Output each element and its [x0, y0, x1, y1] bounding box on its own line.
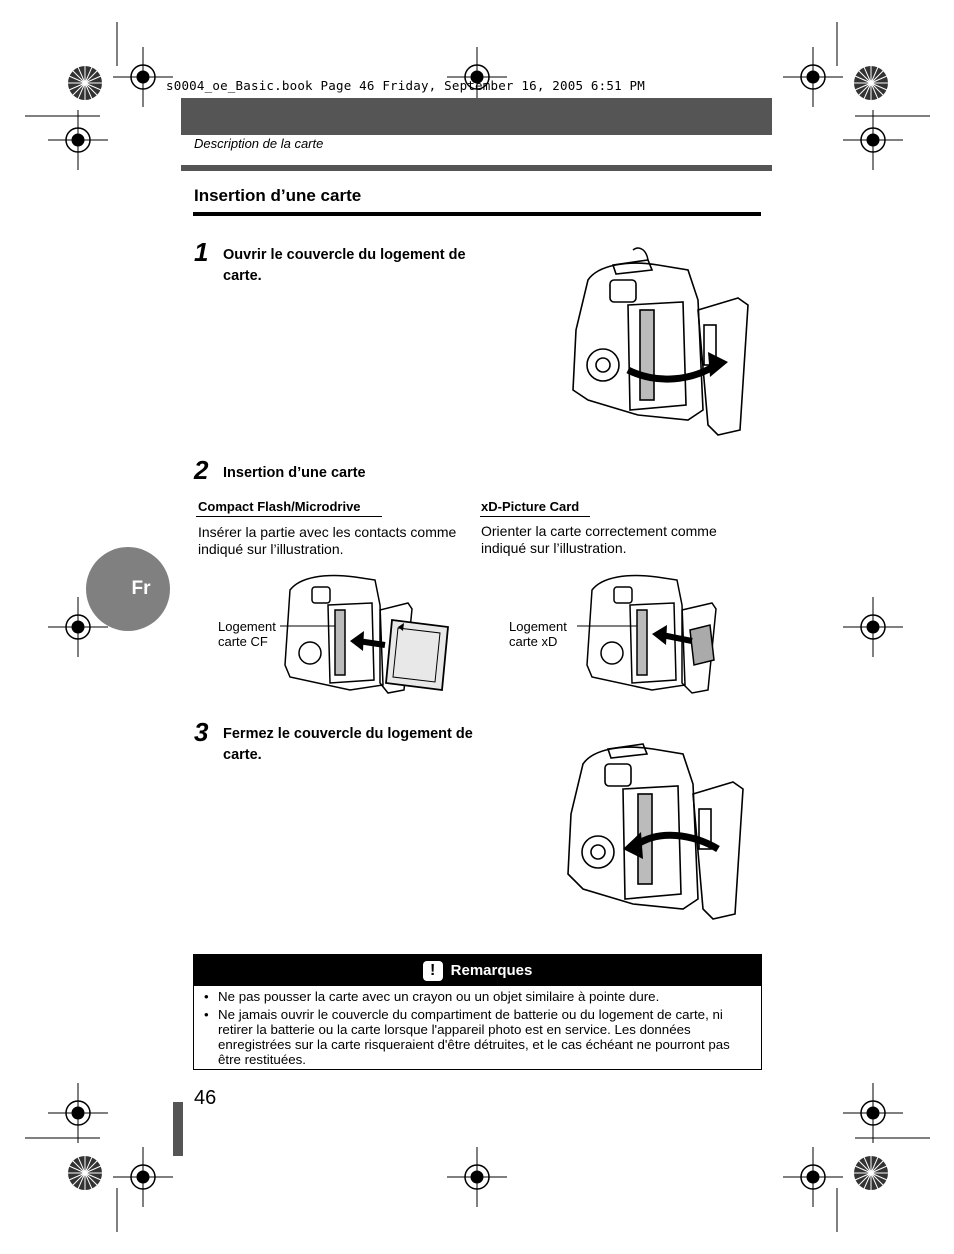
camera-open-cover-illustration	[568, 240, 758, 440]
starburst-target-top-left	[67, 65, 103, 101]
step-2-text: Insertion d’une carte	[223, 465, 366, 481]
cf-heading-underline	[196, 516, 382, 517]
registration-mark-bottom-center	[447, 1147, 507, 1207]
registration-mark-bottom-right	[783, 1147, 843, 1207]
xd-heading-underline	[480, 516, 590, 517]
registration-mark-upper-right	[843, 110, 903, 170]
xd-heading: xD-Picture Card	[481, 499, 580, 514]
section-label: Description de la carte	[194, 136, 324, 151]
registration-mark-top-left	[113, 47, 173, 107]
notes-list	[204, 987, 752, 1067]
xd-instruction: Orienter la carte correctement comme indiqué sur l’illustration.	[481, 523, 717, 556]
registration-mark-upper-left	[48, 110, 108, 170]
registration-mark-bottom-left	[113, 1147, 173, 1207]
header-bar	[181, 98, 772, 135]
cf-heading: Compact Flash/Microdrive	[198, 499, 361, 514]
notes-box	[193, 954, 762, 1070]
step-3-number: 3	[194, 717, 209, 747]
cf-slot-label: Logement carte CF	[218, 619, 276, 649]
cf-instruction: Insérer la partie avec les contacts comme indiqué sur l’illustration.	[198, 524, 457, 557]
xd-card-insertion-illustration	[572, 565, 722, 695]
step-1-number: 1	[194, 237, 209, 267]
registration-mark-top-right	[783, 47, 843, 107]
step-1-text: Ouvrir le couvercle du logement de carte.	[223, 247, 466, 284]
page-title: Insertion d’une carte	[194, 186, 362, 205]
notes-title: Remarques	[450, 962, 533, 979]
page-number: 46	[194, 1087, 217, 1109]
starburst-target-bottom-left	[67, 1155, 103, 1191]
camera-close-cover-illustration	[563, 734, 753, 924]
notes-header	[194, 955, 761, 986]
starburst-target-bottom-right	[853, 1155, 889, 1191]
note-item: • Ne jamais ouvrir le couvercle du compartiment de batterie ou du logement de carte, ni retirer la batterie ou la carte lorsque l'appareil photo est en service. Les données enregistrées sur la carte risqueraient d'être détruites, et le cas échéant ne pourront pas être restituées.	[204, 1007, 752, 1067]
page-edge-bar	[173, 1102, 183, 1156]
language-tab-fr: Fr	[86, 547, 170, 631]
title-underline	[193, 212, 761, 216]
exclamation-icon: !	[423, 961, 443, 981]
registration-mark-mid-right	[843, 597, 903, 657]
xd-slot-label: Logement carte xD	[509, 619, 567, 649]
registration-mark-lower-right	[843, 1083, 903, 1143]
step-2-number: 2	[194, 455, 209, 485]
note-item: • Ne pas pousser la carte avec un crayon ou un objet similaire à pointe dure.	[204, 989, 752, 1004]
registration-mark-lower-left	[48, 1083, 108, 1143]
book-file-info: s0004_oe_Basic.book Page 46 Friday, September 16, 2005 6:51 PM	[166, 78, 645, 93]
header-divider	[181, 165, 772, 171]
cf-card-insertion-illustration	[280, 565, 450, 695]
starburst-target-top-right	[853, 65, 889, 101]
step-3-text: Fermez le couvercle du logement de carte.	[223, 726, 473, 763]
